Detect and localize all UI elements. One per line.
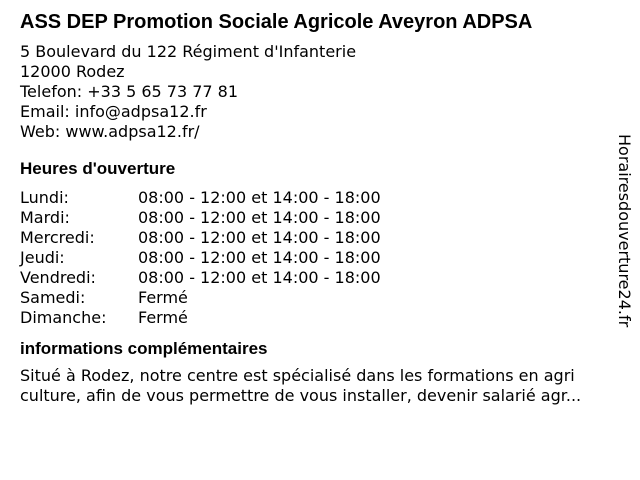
info-heading: informations complémentaires [20,339,268,358]
day-label: Vendredi: [20,268,96,287]
info-description [20,366,632,406]
business-card [20,8,610,406]
day-hours: 08:00 - 12:00 et 14:00 - 18:00 [138,248,381,267]
day-hours: 08:00 - 12:00 et 14:00 - 18:00 [138,228,381,247]
info-line: culture, afin de vous permettre de vous installer, devenir salarié agr... [20,386,582,405]
phone-number[interactable]: Telefon: +33 5 65 73 77 81 [20,82,239,101]
day-label: Lundi: [20,188,69,207]
hours-row-thursday [20,248,610,268]
day-label: Mercredi: [20,228,95,247]
email-address[interactable]: Email: info@adpsa12.fr [20,102,207,121]
address-city: 12000 Rodez [20,62,125,81]
info-line: Situé à Rodez, notre centre est spécialisé dans les formations en agri [20,366,575,385]
site-watermark: Horairesdouverture24.fr [615,134,634,328]
hours-row-friday [20,268,610,288]
hours-row-sunday [20,308,610,328]
website-link[interactable]: Web: www.adpsa12.fr/ [20,122,200,141]
day-label: Mardi: [20,208,70,227]
day-hours: 08:00 - 12:00 et 14:00 - 18:00 [138,188,381,207]
hours-row-saturday [20,288,610,308]
contact-block [20,42,610,142]
day-label: Dimanche: [20,308,107,327]
day-label: Samedi: [20,288,86,307]
address-street: 5 Boulevard du 122 Régiment d'Infanterie [20,42,357,61]
hours-table [20,188,610,328]
day-hours: 08:00 - 12:00 et 14:00 - 18:00 [138,268,381,287]
day-label: Jeudi: [20,248,65,267]
day-hours: 08:00 - 12:00 et 14:00 - 18:00 [138,208,381,227]
business-name: ASS DEP Promotion Sociale Agricole Aveyron ADPSA [20,11,533,33]
day-hours: Fermé [138,288,188,307]
day-hours: Fermé [138,308,188,327]
hours-row-wednesday [20,228,610,248]
hours-row-tuesday [20,208,610,228]
hours-row-monday [20,188,610,208]
hours-heading: Heures d'ouverture [20,159,176,178]
